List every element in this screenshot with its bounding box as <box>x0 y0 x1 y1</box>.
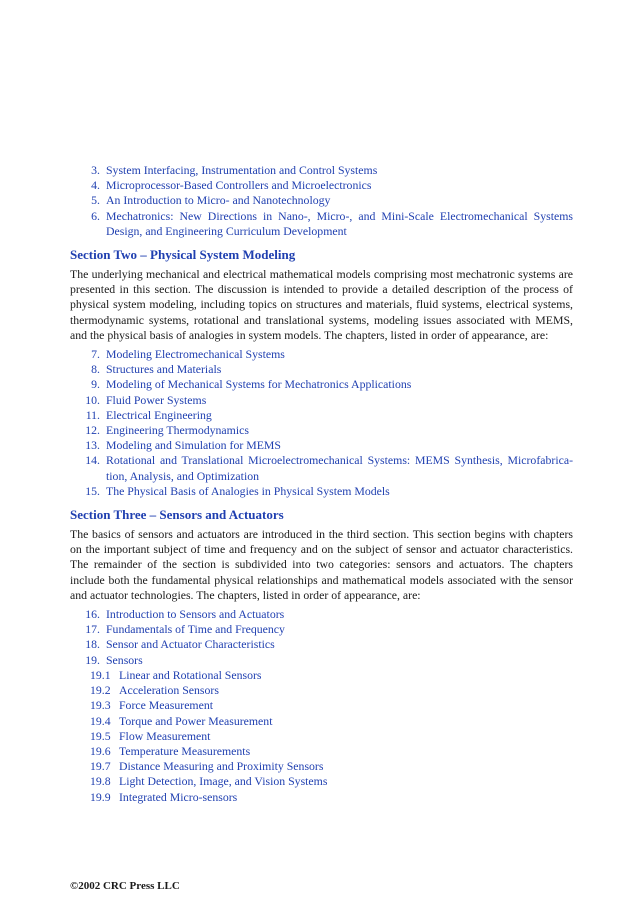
section-two-heading: Section Two – Physical System Modeling <box>70 247 296 263</box>
section-two-chapter-list <box>70 347 573 499</box>
chapter-link-13[interactable]: 13. Modeling and Simulation for MEMS <box>85 438 281 453</box>
subchapter-link-19-8[interactable]: 19.8 Light Detection, Image, and Vision Systems <box>90 774 328 789</box>
chapter-link-8[interactable]: 8. Structures and Materials <box>91 362 222 377</box>
subchapter-link-19-2[interactable]: 19.2 Acceleration Sensors <box>90 683 219 698</box>
chapter-link-12[interactable]: 12. Engineering Thermodynamics <box>85 423 249 438</box>
chapter-link-3[interactable]: 3. System Interfacing, Instrumentation and Control Systems <box>91 163 378 177</box>
intro-chapter-list <box>70 163 573 239</box>
chapter-link-18[interactable]: 18. Sensor and Actuator Characteristics <box>85 637 275 652</box>
copyright-footer: ©2002 CRC Press LLC <box>70 880 180 892</box>
chapter-link-17[interactable]: 17. Fundamentals of Time and Frequency <box>85 622 285 637</box>
chapter-link-6[interactable]: 6. Mechatronics: New Directions in Nano-, Micro-, and Mini-Scale Electromechanical Systems Design, and Engineering Curriculum Development <box>91 208 573 238</box>
subchapter-link-19-1[interactable]: 19.1 Linear and Rotational Sensors <box>90 667 262 682</box>
chapter-link-4[interactable]: 4. Microprocessor-Based Controllers and Microelectronics <box>91 178 372 193</box>
subchapter-link-19-9[interactable]: 19.9 Integrated Micro-sensors <box>90 789 238 804</box>
chapter-link-7[interactable]: 7. Modeling Electromechanical Systems <box>91 347 285 362</box>
chapter-link-9[interactable]: 9. Modeling of Mechanical Systems for Mechatronics Applications <box>91 377 412 392</box>
chapter-link-5[interactable]: 5. An Introduction to Micro- and Nanotechnology <box>91 193 331 208</box>
subchapter-link-19-6[interactable]: 19.6 Temperature Measurements <box>90 743 251 758</box>
subchapter-link-19-5[interactable]: 19.5 Flow Measurement <box>90 728 211 743</box>
subchapter-link-19-4[interactable]: 19.4 Torque and Power Measurement <box>90 713 273 728</box>
section-three-chapter-list <box>70 607 573 805</box>
subchapter-link-19-7[interactable]: 19.7 Distance Measuring and Proximity Sensors <box>90 759 324 774</box>
section-three-paragraph: The basics of sensors and actuators are introduced in the third section. This section begins with chapters on the important subject of time and frequency and on the subject of sensor and actuator characteristics. The remainder of the section is subdivided into two categories: sensors and actuators. The chapters include both the fundamental physical relationships and mathematical models associated with the sensor and actuator technologies. The chapters, listed in order of appearance, are: <box>70 527 573 602</box>
chapter-link-11[interactable]: 11. Electrical Engineering <box>85 407 212 422</box>
document-page <box>70 163 573 805</box>
chapter-link-10[interactable]: 10. Fluid Power Systems <box>85 392 207 407</box>
chapter-link-15[interactable]: 15. The Physical Basis of Analogies in Physical System Models <box>85 483 390 498</box>
chapter-link-19[interactable]: 19. Sensors <box>85 652 143 667</box>
chapter-link-14[interactable]: 14. Rotational and Translational Microelectromechanical Systems: MEMS Synthesis, Microfabrica-tion, Analysis, and Optimization <box>85 453 573 483</box>
chapter-link-16[interactable]: 16. Introduction to Sensors and Actuators <box>85 607 285 622</box>
section-three-heading: Section Three – Sensors and Actuators <box>70 507 284 523</box>
subchapter-link-19-3[interactable]: 19.3 Force Measurement <box>90 698 214 713</box>
section-two-paragraph: The underlying mechanical and electrical mathematical models comprising most mechatronic systems are presented in this section. The discussion is intended to provide a detailed description of the process of physical system modeling, including topics on structures and materials, fluid systems, electrical systems, thermodynamic systems, rotational and translational systems, modeling issues associated with MEMS, and the physical basis of analogies in system models. The chapters, listed in order of appearance, are: <box>70 267 573 342</box>
